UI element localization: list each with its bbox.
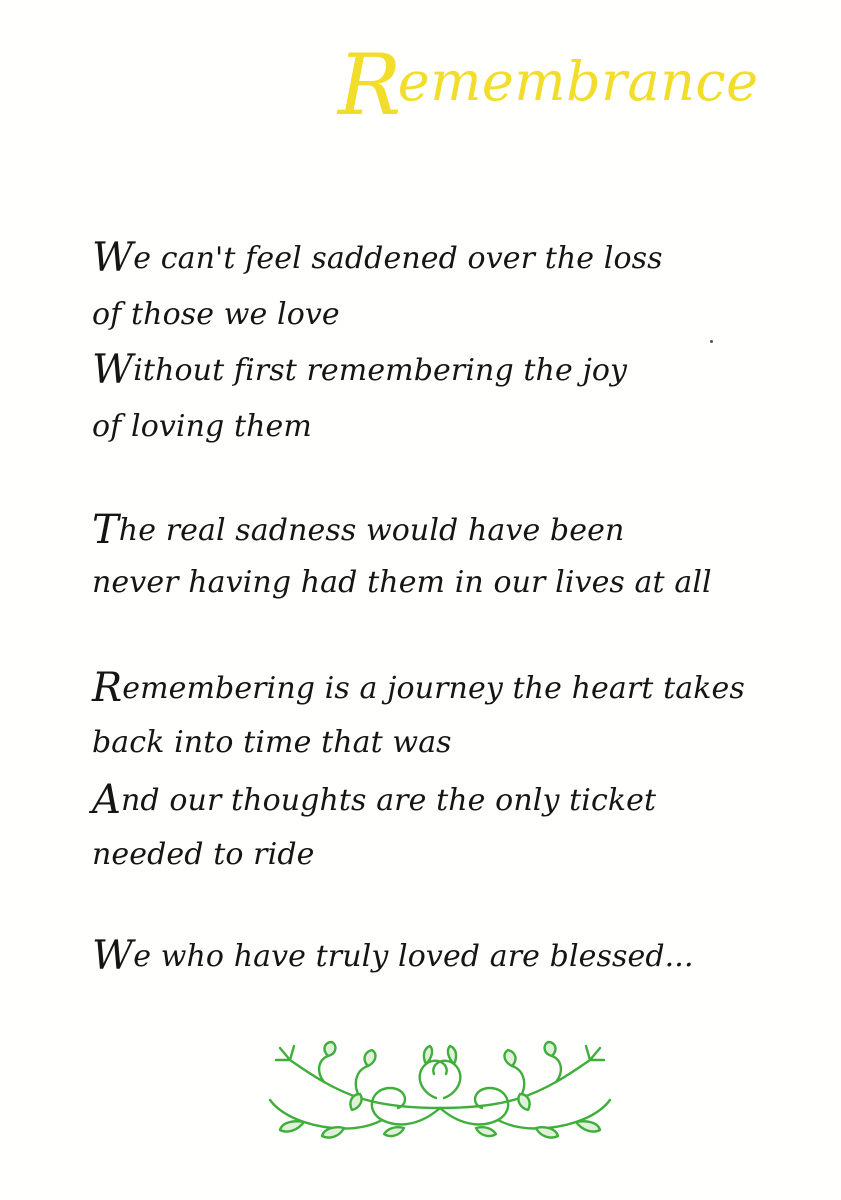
poem-line-text: ithout first remembering the joy <box>133 353 628 388</box>
poem-line <box>92 834 314 874</box>
poem-line <box>92 777 657 823</box>
poem-line-text: of loving them <box>92 409 312 444</box>
title-initial: R <box>338 36 402 134</box>
poem-line <box>92 722 452 762</box>
poem-line-text: never having had them in our lives at all <box>92 565 712 600</box>
poem-line-initial: T <box>92 507 119 553</box>
poem-line <box>92 406 312 446</box>
page-title <box>338 36 778 134</box>
poem-line <box>92 507 625 553</box>
poem-line-text: emembering is a journey the heart takes <box>122 671 745 706</box>
poem-line <box>92 347 628 393</box>
poem-line <box>92 933 694 979</box>
poem-line-text: nd our thoughts are the only ticket <box>121 783 657 818</box>
poem-line <box>92 665 745 711</box>
paper-speck <box>710 340 713 343</box>
title-rest: emembrance <box>397 50 759 113</box>
poem-line-initial: W <box>92 933 134 979</box>
poem-line-text: he real sadness would have been <box>118 513 625 548</box>
poem-line-initial: W <box>92 235 134 281</box>
poem-line-initial: R <box>92 665 123 711</box>
poem-line-initial: A <box>92 777 121 823</box>
poem-line-text: e can't feel saddened over the loss <box>133 241 663 276</box>
floral-vine-ornament-icon <box>264 1038 616 1142</box>
poem-line <box>92 562 712 602</box>
poem-line-text: e who have truly loved are blessed... <box>133 939 694 974</box>
poem-line-text: of those we love <box>92 297 340 332</box>
poem-line-text: back into time that was <box>92 725 452 760</box>
poem-line <box>92 235 663 281</box>
poem-line-initial: W <box>92 347 134 393</box>
poem-line-text: needed to ride <box>92 837 315 872</box>
poem-line <box>92 294 340 334</box>
